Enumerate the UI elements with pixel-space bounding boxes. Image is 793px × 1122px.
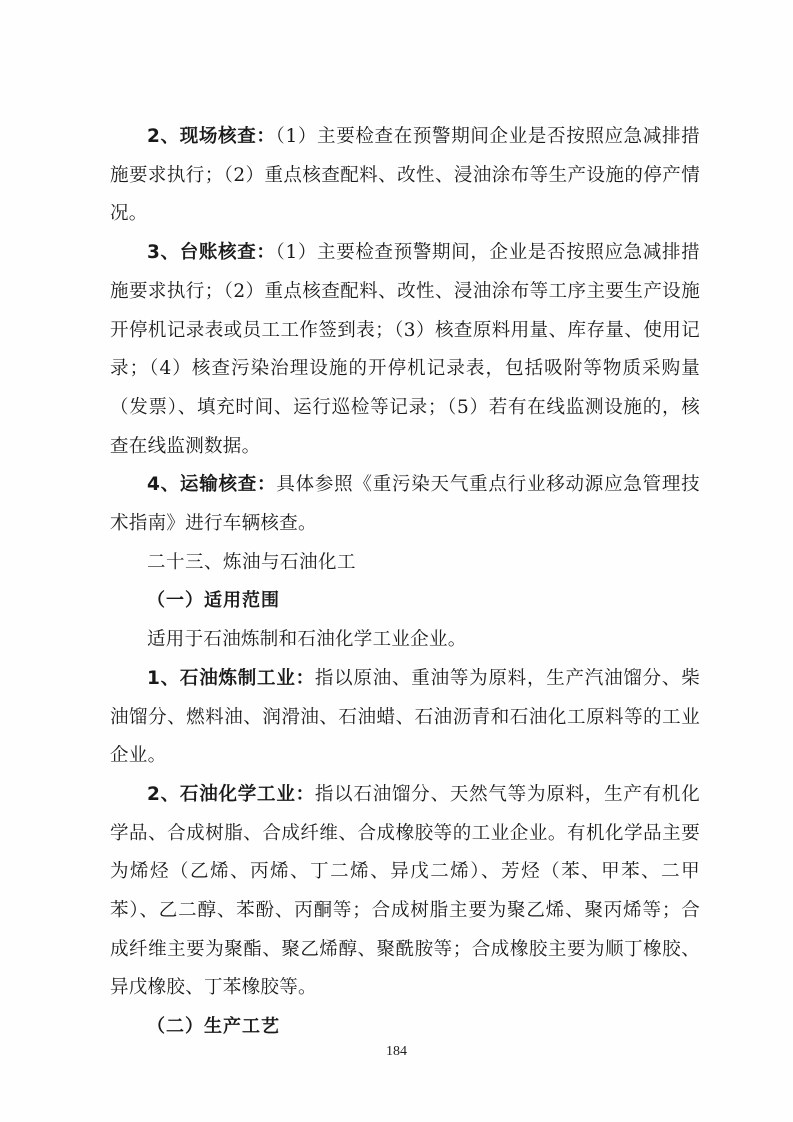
subsection-process-title: （二）生产工艺 bbox=[147, 1016, 280, 1038]
paragraph-text: 具体参照《重污染天气重点行业移动源应急管理技术指南》进行车辆核查。 bbox=[110, 474, 700, 535]
page-body bbox=[110, 118, 700, 1047]
paragraph-lead: 4、运输核查： bbox=[147, 474, 277, 496]
page-number: 184 bbox=[386, 1044, 407, 1059]
subsection-scope-title: （一）适用范围 bbox=[147, 590, 280, 612]
paragraph-petrochemical-industry bbox=[110, 776, 700, 1008]
paragraph-text: 指以石油馏分、天然气等为原料，生产有机化学品、合成树脂、合成纤维、合成橡胶等的工业企业。有机化学品主要为烯烃（乙烯、丙烯、丁二烯、异戊二烯）、芳烃（苯、甲苯、二甲苯）、乙二醇、苯酚、丙酮等；合成树脂主要为聚乙烯、聚丙烯等；合成纤维主要为聚酯、聚乙烯醇、聚酰胺等；合成橡胶主要为顺丁橡胶、异戊橡胶、丁苯橡胶等。 bbox=[110, 783, 700, 999]
paragraph-text: （1）主要检查在预警期间企业是否按照应急减排措施要求执行；（2）重点核查配料、改性、浸油涂布等生产设施的停产情况。 bbox=[110, 126, 700, 225]
paragraph-text: 适用于石油炼制和石油化学工业企业。 bbox=[147, 629, 467, 651]
paragraph-lead: 1、石油炼制工业： bbox=[147, 667, 315, 689]
paragraph-scope bbox=[110, 621, 700, 660]
paragraph-ledger-inspection bbox=[110, 234, 700, 466]
paragraph-text: 指以原油、重油等为原料，生产汽油馏分、柴油馏分、燃料油、润滑油、石油蜡、石油沥青和石油化工原料等的工业企业。 bbox=[110, 667, 700, 767]
paragraph-lead: 2、石油化学工业： bbox=[147, 783, 315, 805]
section-title: 二十三、炼油与石油化工 bbox=[147, 551, 357, 573]
paragraph-text: （1）主要检查预警期间，企业是否按照应急减排措施要求执行；（2）重点核查配料、改性、浸油涂布等工序主要生产设施开停机记录表或员工工作签到表；（3）核查原料用量、库存量、使用记录；（4）核查污染治理设施的开停机记录表，包括吸附等物质采购量（发票）、填充时间、运行巡检等记录；（5）若有在线监测设施的，核查在线监测数据。 bbox=[110, 242, 700, 457]
paragraph-site-inspection bbox=[110, 118, 700, 234]
paragraph-transport-inspection bbox=[110, 466, 700, 543]
paragraph-lead: 3、台账核查： bbox=[147, 242, 276, 264]
paragraph-lead: 2、现场核查： bbox=[147, 126, 276, 147]
paragraph-refining-industry bbox=[110, 660, 700, 776]
